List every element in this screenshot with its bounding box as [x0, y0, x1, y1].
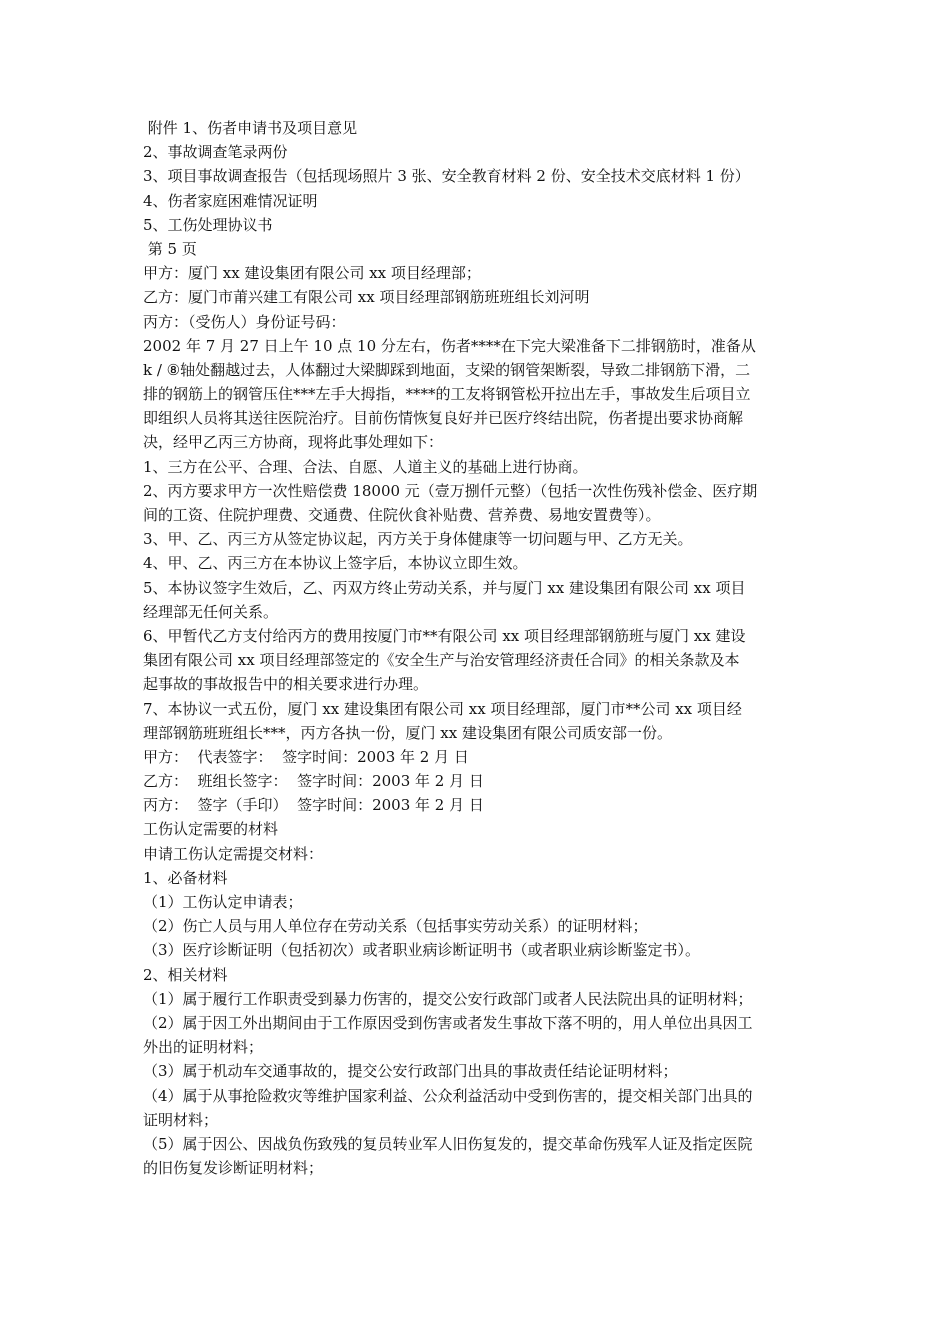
text-line: 2、事故调查笔录两份 — [143, 143, 288, 162]
text-line: 4、甲、乙、丙三方在本协议上签字后，本协议立即生效。 — [143, 554, 528, 573]
text-line: 4、伤者家庭困难情况证明 — [143, 191, 318, 210]
text-line: 乙方：厦门市莆兴建工有限公司 xx 项目经理部钢筋班班组长刘河明 — [143, 288, 590, 307]
text-line: 即组织人员将其送往医院治疗。目前伤情恢复良好并已医疗终结出院，伤者提出要求协商解 — [143, 409, 744, 428]
text-line: 甲方： 代表签字： 签字时间：2003 年 2 月 日 — [143, 747, 469, 766]
text-line: 起事故的事故报告中的相关要求进行办理。 — [143, 675, 429, 694]
text-line: 经理部无任何关系。 — [143, 602, 279, 621]
text-line: 证明材料； — [143, 1110, 219, 1129]
text-line: （1）属于履行工作职责受到暴力伤害的，提交公安行政部门或者人民法院出具的证明材料； — [143, 989, 753, 1008]
text-line: （2）伤亡人员与用人单位存在劳动关系（包括事实劳动关系）的证明材料； — [143, 917, 648, 936]
text-line: 第 5 页 — [143, 239, 197, 258]
text-line: 2、丙方要求甲方一次性赔偿费 18000 元（壹万捌仟元整）（包括一次性伤残补偿金、医疗期 — [143, 481, 758, 500]
text-line: 附件 1、伤者申请书及项目意见 — [143, 119, 358, 137]
text-line: 2002 年 7 月 27 日上午 10 点 10 分左右，伤者****在下完大梁准备下二排钢筋时，准备从 — [143, 336, 756, 355]
text-line: 的旧伤复发诊断证明材料； — [143, 1159, 324, 1178]
text-line: （2）属于因工外出期间由于工作原因受到伤害或者发生事故下落不明的，用人单位出具因工 — [143, 1013, 753, 1032]
text-line: 6、甲暂代乙方支付给丙方的费用按厦门市**有限公司 xx 项目经理部钢筋班与厦门 xx 建设 — [143, 626, 746, 645]
text-line: 乙方： 班组长签字： 签字时间：2003 年 2 月 日 — [143, 772, 484, 791]
text-line: 2、相关材料 — [143, 965, 228, 984]
text-line: （1）工伤认定申请表； — [143, 893, 303, 911]
text-line: 1、三方在公平、合理、合法、自愿、人道主义的基础上进行协商。 — [143, 457, 588, 476]
text-line: （5）属于因公、因战负伤致残的复员转业军人旧伤复发的，提交革命伤残军人证及指定医院 — [143, 1134, 753, 1153]
document-body — [143, 116, 823, 1180]
text-line: （4）属于从事抢险救灾等维护国家利益、公众利益活动中受到伤害的，提交相关部门出具的 — [143, 1086, 753, 1105]
text-line: 间的工资、住院护理费、交通费、住院伙食补贴费、营养费、易地安置费等）。 — [143, 506, 661, 524]
text-line: 丙方： 签字（手印） 签字时间：2003 年 2 月 日 — [143, 796, 484, 815]
text-line: k / ⑧轴处翻越过去，人体翻过大梁脚踩到地面，支梁的钢管架断裂，导致二排钢筋下滑，二 — [143, 360, 751, 379]
text-line: 申请工伤认定需提交材料： — [143, 844, 324, 863]
text-line: 7、本协议一式五份，厦门 xx 建设集团有限公司 xx 项目经理部，厦门市**公司 xx 项目经 — [143, 699, 742, 718]
text-line: （3）属于机动车交通事故的，提交公安行政部门出具的事故责任结论证明材料； — [143, 1062, 678, 1081]
text-line: 5、本协议签字生效后，乙、丙双方终止劳动关系，并与厦门 xx 建设集团有限公司 xx 项目 — [143, 578, 746, 597]
text-line: 决，经甲乙丙三方协商，现将此事处理如下： — [143, 433, 444, 452]
text-line: 1、必备材料 — [143, 868, 228, 887]
text-line: （3）医疗诊断证明（包括初次）或者职业病诊断证明书（或者职业病诊断鉴定书）。 — [143, 941, 701, 960]
text-line: 集团有限公司 xx 项目经理部签定的《安全生产与治安管理经济责任合同》的相关条款及本 — [143, 651, 740, 670]
text-line: 外出的证明材料； — [143, 1038, 264, 1057]
text-line: 5、工伤处理协议书 — [143, 215, 273, 234]
text-line: 3、甲、乙、丙三方从签定协议起，丙方关于身体健康等一切问题与甲、乙方无关。 — [143, 530, 693, 549]
text-line: 工伤认定需要的材料 — [143, 820, 279, 839]
text-line: 甲方：厦门 xx 建设集团有限公司 xx 项目经理部； — [143, 264, 481, 283]
text-line: 理部钢筋班班组长***，丙方各执一份，厦门 xx 建设集团有限公司质安部一份。 — [143, 723, 672, 742]
text-line: 排的钢筋上的钢管压住***左手大拇指，****的工友将钢管松开拉出左手，事故发生后项目立 — [143, 385, 751, 404]
text-line: 3、项目事故调查报告（包括现场照片 3 张、安全教育材料 2 份、安全技术交底材料 1 份） — [143, 167, 750, 186]
text-line: 丙方：（受伤人）身份证号码： — [143, 312, 346, 331]
